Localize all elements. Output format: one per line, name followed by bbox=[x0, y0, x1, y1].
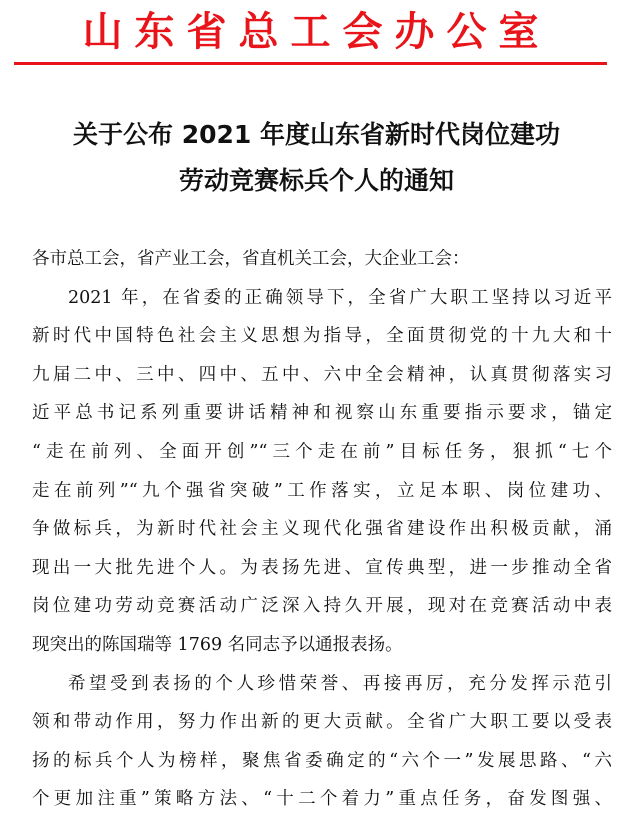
paragraph-1-line: 2021 年，在省委的正确领导下，全省广大职工坚持以习近平 bbox=[68, 287, 612, 308]
masthead-title: 山东省总工会办公室 bbox=[82, 8, 551, 55]
paragraph-1-line: 新时代中国特色社会主义思想为指导，全面贯彻党的十九大和十 bbox=[32, 326, 612, 347]
paragraph-1-line: 走在前列”“九个强省突破”工作落实，立足本职、岗位建功、 bbox=[32, 480, 612, 501]
masthead-red-rule bbox=[14, 62, 607, 65]
paragraph-1-line: 现出一大批先进个人。为表扬先进、宣传典型，进一步推动全省 bbox=[32, 557, 612, 578]
document-title-line-2: 劳动竞赛标兵个人的通知 bbox=[178, 166, 454, 195]
document-title bbox=[0, 112, 633, 204]
paragraph-1-line: 现突出的陈国瑞等 1769 名同志予以通报表扬。 bbox=[32, 634, 403, 655]
paragraph-2-line: 扬的标兵个人为榜样，聚焦省委确定的“六个一”发展思路、“六 bbox=[32, 750, 612, 771]
document-body bbox=[32, 240, 612, 819]
paragraph-1-line: 近平总书记系列重要讲话精神和视察山东重要指示要求，锚定 bbox=[32, 403, 612, 424]
document-title-line-1: 关于公布 2021 年度山东省新时代岗位建功 bbox=[73, 120, 560, 149]
paragraph-1-line: 争做标兵，为新时代社会主义现代化强省建设作出积极贡献，涌 bbox=[32, 519, 612, 540]
salutation: 各市总工会，省产业工会，省直机关工会，大企业工会： bbox=[32, 249, 470, 269]
paragraph-2-line: 个更加注重”策略方法、“十二个着力”重点任务，奋发图强、 bbox=[32, 789, 612, 810]
paragraph-1-line: 九届二中、三中、四中、五中、六中全会精神，认真贯彻落实习 bbox=[32, 364, 612, 385]
paragraph-2-line: 领和带动作用，努力作出新的更大贡献。全省广大职工要以受表 bbox=[32, 712, 612, 733]
paragraph-1-line: 岗位建功劳动竞赛活动广泛深入持久开展，现对在竞赛活动中表 bbox=[32, 596, 612, 617]
paragraph-2-line: 希望受到表扬的个人珍惜荣誉、再接再厉，充分发挥示范引 bbox=[68, 673, 612, 694]
paragraph-1-line: “走在前列、全面开创”“三个走在前”目标任务，狠抓“七个 bbox=[32, 441, 612, 462]
